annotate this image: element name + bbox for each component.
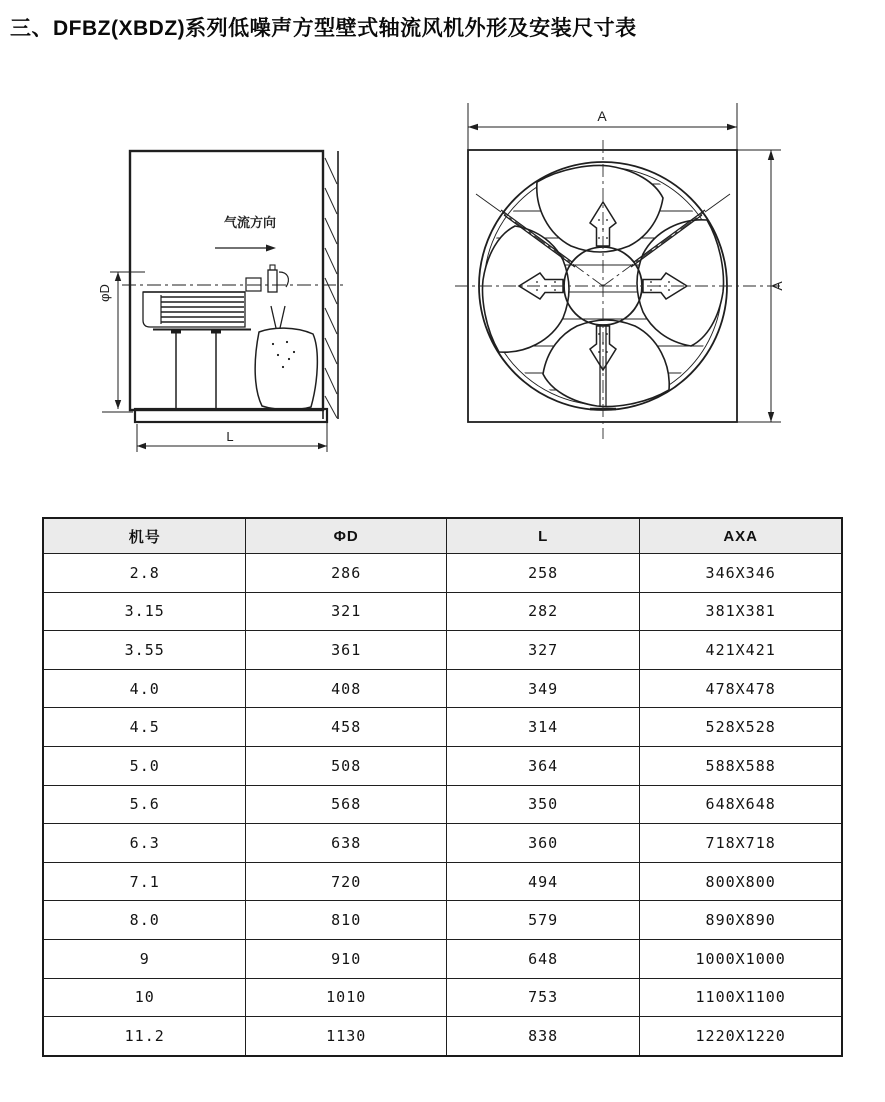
dimension-a-top [468, 103, 737, 150]
table-row [43, 592, 842, 631]
table-cell: 1000X1000 [640, 939, 842, 978]
table-cell: 9 [43, 939, 246, 978]
table-cell: 360 [446, 824, 639, 863]
table-cell: 7.1 [43, 862, 246, 901]
table-row [43, 901, 842, 940]
table-body [43, 554, 842, 1056]
table-cell: 1100X1100 [640, 978, 842, 1017]
phi-d-label: φD [97, 284, 112, 302]
table-cell: 458 [246, 708, 447, 747]
table-cell: 810 [246, 901, 447, 940]
table-row [43, 785, 842, 824]
page-title: 三、DFBZ(XBDZ)系列低噪声方型壁式轴流风机外形及安装尺寸表 [10, 17, 637, 40]
table-row [43, 746, 842, 785]
table-cell: 838 [446, 1017, 639, 1056]
table-cell: 638 [246, 824, 447, 863]
table-cell: 364 [446, 746, 639, 785]
table-cell: 478X478 [640, 669, 842, 708]
column-header: ΦD [246, 518, 447, 554]
table-cell: 8.0 [43, 901, 246, 940]
front-view-drawing [445, 85, 795, 460]
table-cell: 648X648 [640, 785, 842, 824]
a-top-label: A [597, 108, 607, 124]
table-cell: 508 [246, 746, 447, 785]
table-cell: 588X588 [640, 746, 842, 785]
table-row [43, 939, 842, 978]
table-cell: 2.8 [43, 554, 246, 593]
dimension-phi-d [97, 272, 145, 409]
table-cell: 10 [43, 978, 246, 1017]
table-cell: 381X381 [640, 592, 842, 631]
table-cell: 648 [446, 939, 639, 978]
fan-housing [130, 151, 323, 410]
motor-pedestal [176, 333, 216, 409]
table-cell: 753 [446, 978, 639, 1017]
column-header: 机号 [43, 518, 246, 554]
table-cell: 314 [446, 708, 639, 747]
dimension-l [137, 422, 327, 452]
table-row [43, 708, 842, 747]
table-cell: 3.15 [43, 592, 246, 631]
table-cell: 286 [246, 554, 447, 593]
airflow-label: 气流方向 [223, 215, 277, 230]
table-cell: 3.55 [43, 631, 246, 670]
table-cell: 5.6 [43, 785, 246, 824]
table-cell: 910 [246, 939, 447, 978]
table-cell: 5.0 [43, 746, 246, 785]
table-row [43, 824, 842, 863]
table-cell: 349 [446, 669, 639, 708]
table-cell: 718X718 [640, 824, 842, 863]
table-cell: 568 [246, 785, 447, 824]
table-cell: 408 [246, 669, 447, 708]
table-row [43, 1017, 842, 1056]
table-cell: 361 [246, 631, 447, 670]
side-view-drawing [95, 100, 385, 458]
table-row [43, 554, 842, 593]
table-cell: 720 [246, 862, 447, 901]
table-row [43, 978, 842, 1017]
dimensions-table [42, 517, 843, 1057]
airflow-direction [215, 215, 276, 252]
table-header-row [43, 518, 842, 554]
table-cell: 890X890 [640, 901, 842, 940]
table-cell: 6.3 [43, 824, 246, 863]
table-cell: 350 [446, 785, 639, 824]
l-label: L [226, 429, 234, 444]
table-cell: 579 [446, 901, 639, 940]
table-cell: 1130 [246, 1017, 447, 1056]
table-cell: 494 [446, 862, 639, 901]
motor [143, 292, 251, 334]
table-cell: 258 [446, 554, 639, 593]
table-row [43, 862, 842, 901]
table-cell: 321 [246, 592, 447, 631]
table-row [43, 669, 842, 708]
table-cell: 346X346 [640, 554, 842, 593]
table-row [43, 631, 842, 670]
table-cell: 1220X1220 [640, 1017, 842, 1056]
table-cell: 4.5 [43, 708, 246, 747]
table-cell: 1010 [246, 978, 447, 1017]
table-cell: 327 [446, 631, 639, 670]
table-cell: 11.2 [43, 1017, 246, 1056]
column-header: AXA [640, 518, 842, 554]
column-header: L [446, 518, 639, 554]
table-cell: 421X421 [640, 631, 842, 670]
shaft-assembly [246, 265, 288, 292]
table-cell: 800X800 [640, 862, 842, 901]
table-cell: 528X528 [640, 708, 842, 747]
table-cell: 4.0 [43, 669, 246, 708]
airflow-arrow-icon [266, 245, 276, 252]
table-cell: 282 [446, 592, 639, 631]
impeller-blade [255, 306, 317, 410]
a-right-label: A [769, 281, 785, 291]
